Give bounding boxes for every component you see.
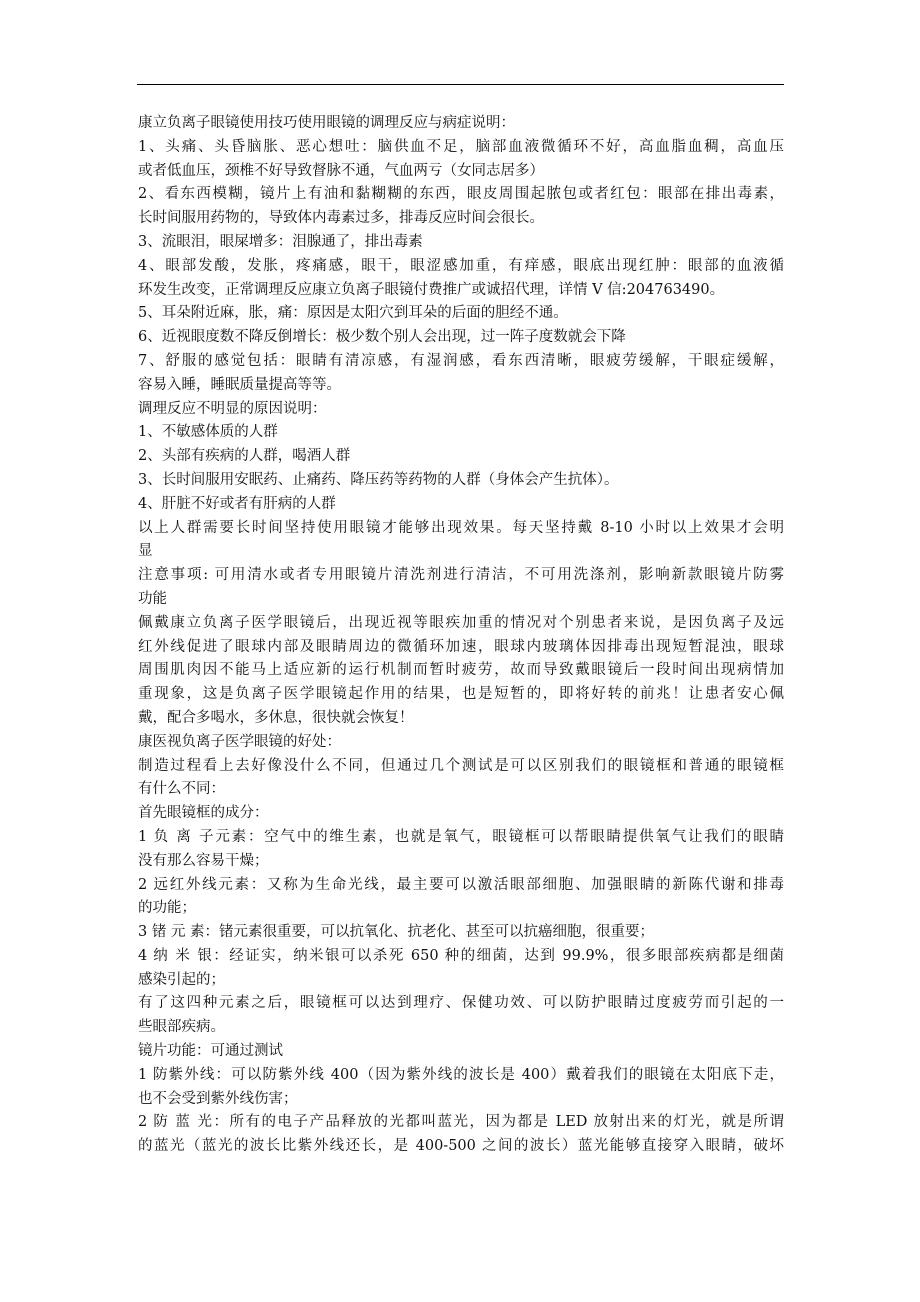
text-line: 4、眼部发酸，发胀，疼痛感，眼干，眼涩感加重，有痒感，眼底出现红肿：眼部的血液循 <box>138 257 784 274</box>
text-line: 红外线促进了眼球内部及眼睛周边的微循环加速，眼球内玻璃体因排毒出现短暂混浊，眼球 <box>138 638 784 655</box>
text-line: 显 <box>138 543 153 560</box>
text-line: 或者低血压，颈椎不好导致督脉不通，气血两亏（女同志居多） <box>138 162 544 179</box>
text-line: 戴，配合多喝水，多休息，很快就会恢复！ <box>138 709 414 726</box>
text-line: 2、看东西模糊，镜片上有油和黏糊糊的东西，眼皮周围起脓包或者红包：眼部在排出毒素， <box>138 186 784 203</box>
text-line: 佩戴康立负离子医学眼镜后，出现近视等眼疾加重的情况对个别患者来说，是因负离子及远 <box>138 614 784 631</box>
text-line: 3、长时间服用安眠药、止痛药、降压药等药物的人群（身体会产生抗体）。 <box>138 471 619 488</box>
text-line: 2 防 蓝 光：所有的电子产品释放的光都叫蓝光，因为都是 LED 放射出来的灯光，就是所谓 <box>138 1114 784 1131</box>
text-line: 2 远红外线元素：又称为生命光线，最主要可以激活眼部细胞、加强眼睛的新陈代谢和排毒 <box>138 876 784 893</box>
text-line: 3 锗 元 素：锗元素很重要，可以抗氧化、抗老化、甚至可以抗癌细胞，很重要； <box>138 924 655 941</box>
text-line: 1 负 离 子元素：空气中的维生素，也就是氧气，眼镜框可以帮眼睛提供氧气让我们的眼睛 <box>138 828 784 845</box>
text-line: 制造过程看上去好像没什么不同，但通过几个测试是可以区别我们的眼镜框和普通的眼镜框 <box>138 757 784 774</box>
text-line: 康立负离子眼镜使用技巧使用眼镜的调理反应与病症说明： <box>138 115 515 131</box>
document-body <box>138 112 784 1159</box>
text-line: 也不会受到紫外线伤害； <box>138 1090 298 1107</box>
text-line: 4 纳 米 银：经证实，纳米银可以杀死 650 种的细菌，达到 99.9%，很多眼部疾病都是细菌 <box>138 947 784 964</box>
text-line: 2、头部有疾病的人群，喝酒人群 <box>138 448 351 465</box>
text-line: 的功能； <box>138 900 196 917</box>
text-line: 没有那么容易干燥； <box>138 852 269 869</box>
text-line: 1 防紫外线：可以防紫外线 400（因为紫外线的波长是 400）戴着我们的眼镜在太阳底下走， <box>138 1066 784 1083</box>
text-line: 些眼部疾病。 <box>138 1019 225 1036</box>
text-line: 周围肌肉因不能马上适应新的运行机制而暂时疲劳，故而导致戴眼镜后一段时间出现病情加 <box>138 662 784 679</box>
text-line: 有了这四种元素之后，眼镜框可以达到理疗、保健功效、可以防护眼睛过度疲劳而引起的一 <box>138 995 784 1012</box>
text-line: 4、肝脏不好或者有肝病的人群 <box>138 495 336 512</box>
text-line: 功能 <box>138 590 167 607</box>
text-line: 有什么不同： <box>138 781 225 798</box>
text-line: 康医视负离子医学眼镜的好处： <box>138 733 341 750</box>
text-line: 镜片功能：可通过测试 <box>138 1043 283 1060</box>
text-line: 7、舒服的感觉包括：眼睛有清凉感，有湿润感，看东西清晰，眼疲劳缓解，干眼症缓解， <box>138 352 784 369</box>
text-line: 重现象，这是负离子医学眼镜起作用的结果，也是短暂的，即将好转的前兆！让患者安心佩 <box>138 686 784 703</box>
header-rule <box>137 84 784 85</box>
text-line: 长时间服用药物的，导致体内毒素过多，排毒反应时间会很长。 <box>138 210 544 227</box>
text-line: 容易入睡，睡眠质量提高等等。 <box>138 376 341 393</box>
text-line: 调理反应不明显的原因说明： <box>138 400 327 417</box>
text-line: 3、流眼泪，眼屎增多：泪腺通了，排出毒素 <box>138 233 423 250</box>
text-line: 1、不敏感体质的人群 <box>138 424 278 441</box>
text-line: 首先眼镜框的成分： <box>138 805 269 822</box>
text-line: 5、耳朵附近麻，胀，痛：原因是太阳穴到耳朵的后面的胆经不通。 <box>138 305 568 322</box>
text-line: 以上人群需要长时间坚持使用眼镜才能够出现效果。每天坚持戴 8-10 小时以上效果才会明 <box>138 519 784 536</box>
text-line: 的蓝光（蓝光的波长比紫外线还长，是 400-500 之间的波长）蓝光能够直接穿入眼睛，破坏 <box>138 1138 784 1155</box>
text-line: 感染引起的； <box>138 971 225 988</box>
text-line: 注意事项: 可用清水或者专用眼镜片清洗剂进行清洁，不可用洗涤剂，影响新款眼镜片防雾 <box>138 567 784 584</box>
text-line: 6、近视眼度数不降反倒增长：极少数个别人会出现，过一阵子度数就会下降 <box>138 329 626 346</box>
text-line: 1、头痛、头昏脑胀、恶心想吐：脑供血不足，脑部血液微循环不好，高血脂血稠，高血压 <box>138 138 784 155</box>
text-line: 环发生改变，正常调理反应康立负离子眼镜付费推广或诚招代理，详情 V 信:204763490。 <box>138 281 725 298</box>
